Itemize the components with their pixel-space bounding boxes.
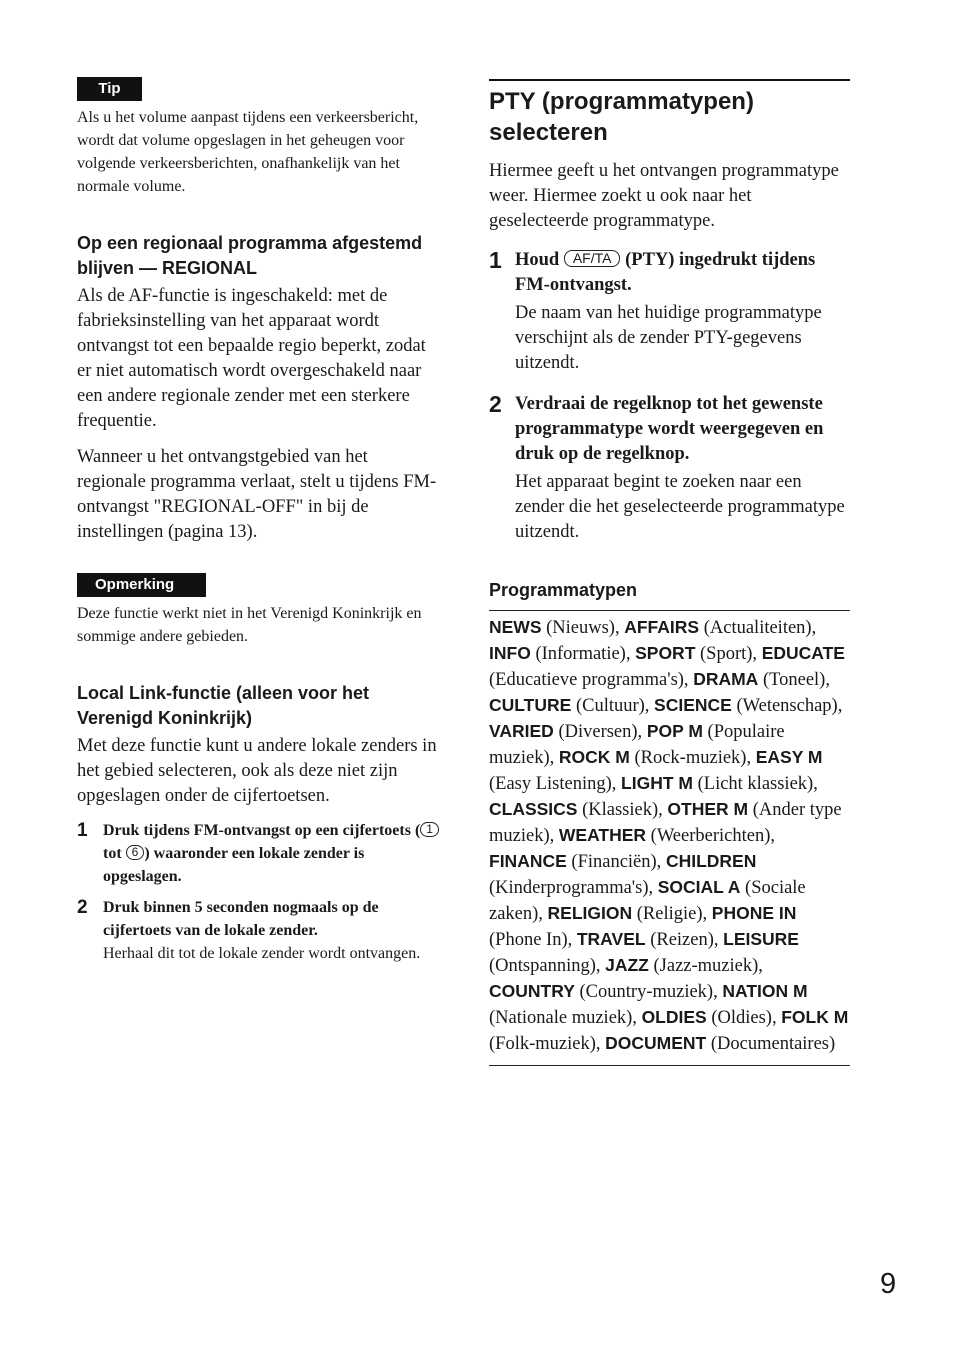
programme-type-code: EDUCATE xyxy=(761,643,845,663)
programme-type-description: (Documentaires) xyxy=(706,1034,836,1054)
step-instruction: Druk binnen 5 seconden nogmaals op de cijfertoets van de lokale zender. xyxy=(103,899,379,939)
note-box xyxy=(77,573,439,648)
programme-type-description: (Rock-muziek), xyxy=(629,748,756,768)
tip-box xyxy=(77,77,439,198)
pty-title: PTY (programmatypen) selecteren xyxy=(489,88,754,146)
programme-types xyxy=(489,578,850,1066)
local-link-section xyxy=(77,681,439,965)
step-detail: Herhaal dit tot de lokale zender wordt ontvangen. xyxy=(103,945,421,962)
programme-type-description: (Jazz-muziek), xyxy=(648,956,763,976)
step-detail: Het apparaat begint te zoeken naar een zender die het geselecteerde programmatype uitzendt. xyxy=(515,472,845,542)
programme-type-code: OTHER M xyxy=(667,799,749,819)
programme-type-description: (Weerberichten), xyxy=(646,826,776,846)
pty-step-1 xyxy=(489,248,850,376)
number-key-6: 6 xyxy=(126,845,145,860)
local-link-step-1 xyxy=(77,819,439,888)
programme-type-description: (Financiën), xyxy=(566,852,666,872)
programme-type-code: SPORT xyxy=(635,643,696,663)
programme-type-code: NATION M xyxy=(722,981,808,1001)
pty-intro: Hiermee geeft u het ontvangen programmatype weer. Hiermee zoekt u ook naar het geselecteerde programmatype. xyxy=(489,161,839,231)
programme-type-description: (Toneel), xyxy=(758,670,830,690)
step-number: 2 xyxy=(489,391,502,417)
programme-type-description: (Actualiteiten), xyxy=(699,618,817,638)
programme-type-code: INFO xyxy=(489,643,531,663)
left-column xyxy=(77,77,439,965)
tip-text: Als u het volume aanpast tijdens een verkeersbericht, wordt dat volume opgeslagen in het geheugen voor volgende verkeersberichten, onafhankelijk van het normale volume. xyxy=(77,109,419,195)
page-number: 9 xyxy=(880,1268,897,1300)
programme-types-list xyxy=(489,611,850,1066)
local-link-heading: Local Link-functie (alleen voor het Verenigd Koninkrijk) xyxy=(77,683,370,728)
programme-type-description: (Country-muziek), xyxy=(574,982,723,1002)
programme-type-code: VARIED xyxy=(489,721,554,741)
programme-type-description: (Religie), xyxy=(632,904,712,924)
programme-type-description: (Wetenschap), xyxy=(731,696,843,716)
step-number: 2 xyxy=(77,897,88,918)
pty-section xyxy=(489,79,850,545)
programme-type-code: JAZZ xyxy=(605,955,649,975)
af-ta-key: AF/TA xyxy=(564,250,621,267)
note-text: Deze functie werkt niet in het Verenigd Koninkrijk en sommige andere gebieden. xyxy=(77,605,422,645)
programme-type-description: (Klassiek), xyxy=(577,800,668,820)
tip-label: Tip xyxy=(77,77,142,101)
step-number: 1 xyxy=(77,820,88,841)
programme-type-code: LEISURE xyxy=(723,929,799,949)
programme-type-code: POP M xyxy=(646,721,703,741)
step-detail: De naam van het huidige programmatype verschijnt als de zender PTY-gegevens uitzendt. xyxy=(515,303,822,373)
programme-type-code: PHONE IN xyxy=(711,903,797,923)
programme-type-code: OLDIES xyxy=(641,1007,707,1027)
programme-type-code: DRAMA xyxy=(693,669,759,689)
programme-type-code: CLASSICS xyxy=(489,799,578,819)
programme-type-description: (Ander type muziek), xyxy=(489,800,842,846)
step-instruction: Druk tijdens FM-ontvangst op een cijfertoets ( 1 tot 6 ) waaronder een lokale zender is opgeslagen. xyxy=(103,819,439,888)
programme-type-description: (Reizen), xyxy=(645,930,724,950)
programme-type-description: (Phone In), xyxy=(489,930,577,950)
regional-heading: Op een regionaal programma afgestemd blijven — REGIONAL xyxy=(77,233,423,278)
programme-type-description: (Cultuur), xyxy=(571,696,655,716)
local-link-step-2 xyxy=(77,896,439,965)
programme-type-code: CHILDREN xyxy=(665,851,757,871)
programme-type-description: (Sport), xyxy=(695,644,762,664)
programme-type-code: EASY M xyxy=(755,747,823,767)
programme-type-description: (Folk-muziek), xyxy=(489,1034,606,1054)
programme-type-code: FINANCE xyxy=(489,851,567,871)
step-instruction: Verdraai de regelknop tot het gewenste programmatype wordt weergegeven en druk op de regelknop. xyxy=(515,394,824,464)
programme-type-code: AFFAIRS xyxy=(624,617,700,637)
regional-paragraph-2: Wanneer u het ontvangstgebied van het regionale programma verlaat, stelt u tijdens FM-ontvangst "REGIONAL-OFF" in bij de instellingen (pagina 13). xyxy=(77,447,437,542)
step-instruction: Houd AF/TA (PTY) ingedrukt tijdens FM-ontvangst. xyxy=(515,250,816,295)
programme-type-code: TRAVEL xyxy=(576,929,646,949)
programme-type-description: (Oldies), xyxy=(706,1008,782,1028)
programme-type-code: DOCUMENT xyxy=(605,1033,707,1053)
programme-types-heading: Programmatypen xyxy=(489,578,850,611)
pty-step-2 xyxy=(489,392,850,545)
programme-type-description: (Kinderprogramma's), xyxy=(489,878,658,898)
programme-type-code: RELIGION xyxy=(547,903,633,923)
programme-type-code: COUNTRY xyxy=(489,981,575,1001)
programme-type-description: (Educatieve programma's), xyxy=(489,670,694,690)
step-number: 1 xyxy=(489,247,502,273)
programme-type-description: (Nieuws), xyxy=(541,618,625,638)
regional-section xyxy=(77,231,439,545)
programme-type-code: LIGHT M xyxy=(621,773,693,793)
number-key-1: 1 xyxy=(420,822,439,837)
programme-type-code: SCIENCE xyxy=(654,695,732,715)
programme-type-code: NEWS xyxy=(489,617,542,637)
programme-type-description: (Nationale muziek), xyxy=(489,1008,642,1028)
programme-type-code: SOCIAL A xyxy=(657,877,741,897)
note-label: Opmerking xyxy=(77,573,206,597)
programme-type-description: (Ontspanning), xyxy=(489,956,606,976)
regional-paragraph-1: Als de AF-functie is ingeschakeld: met de fabrieksinstelling van het apparaat wordt ontvangst tot een bepaalde regio beperkt, zodat er niet automatisch wordt overgeschakeld naar een andere regionale zender met een sterkere frequentie. xyxy=(77,286,426,431)
programme-type-code: CULTURE xyxy=(489,695,572,715)
programme-type-description: (Sociale zaken), xyxy=(489,878,806,924)
programme-type-code: FOLK M xyxy=(781,1007,849,1027)
programme-type-description: (Informatie), xyxy=(530,644,636,664)
programme-type-description: (Diversen), xyxy=(553,722,647,742)
programme-type-description: (Populaire muziek), xyxy=(489,722,785,768)
local-link-paragraph: Met deze functie kunt u andere lokale zenders in het gebied selecteren, ook als deze niet zijn opgeslagen onder de cijfertoetsen. xyxy=(77,736,437,806)
programme-type-code: ROCK M xyxy=(558,747,630,767)
programme-type-description: (Licht klassiek), xyxy=(692,774,818,794)
right-column xyxy=(489,79,850,1066)
programme-type-description: (Easy Listening), xyxy=(489,774,622,794)
programme-type-code: WEATHER xyxy=(558,825,647,845)
